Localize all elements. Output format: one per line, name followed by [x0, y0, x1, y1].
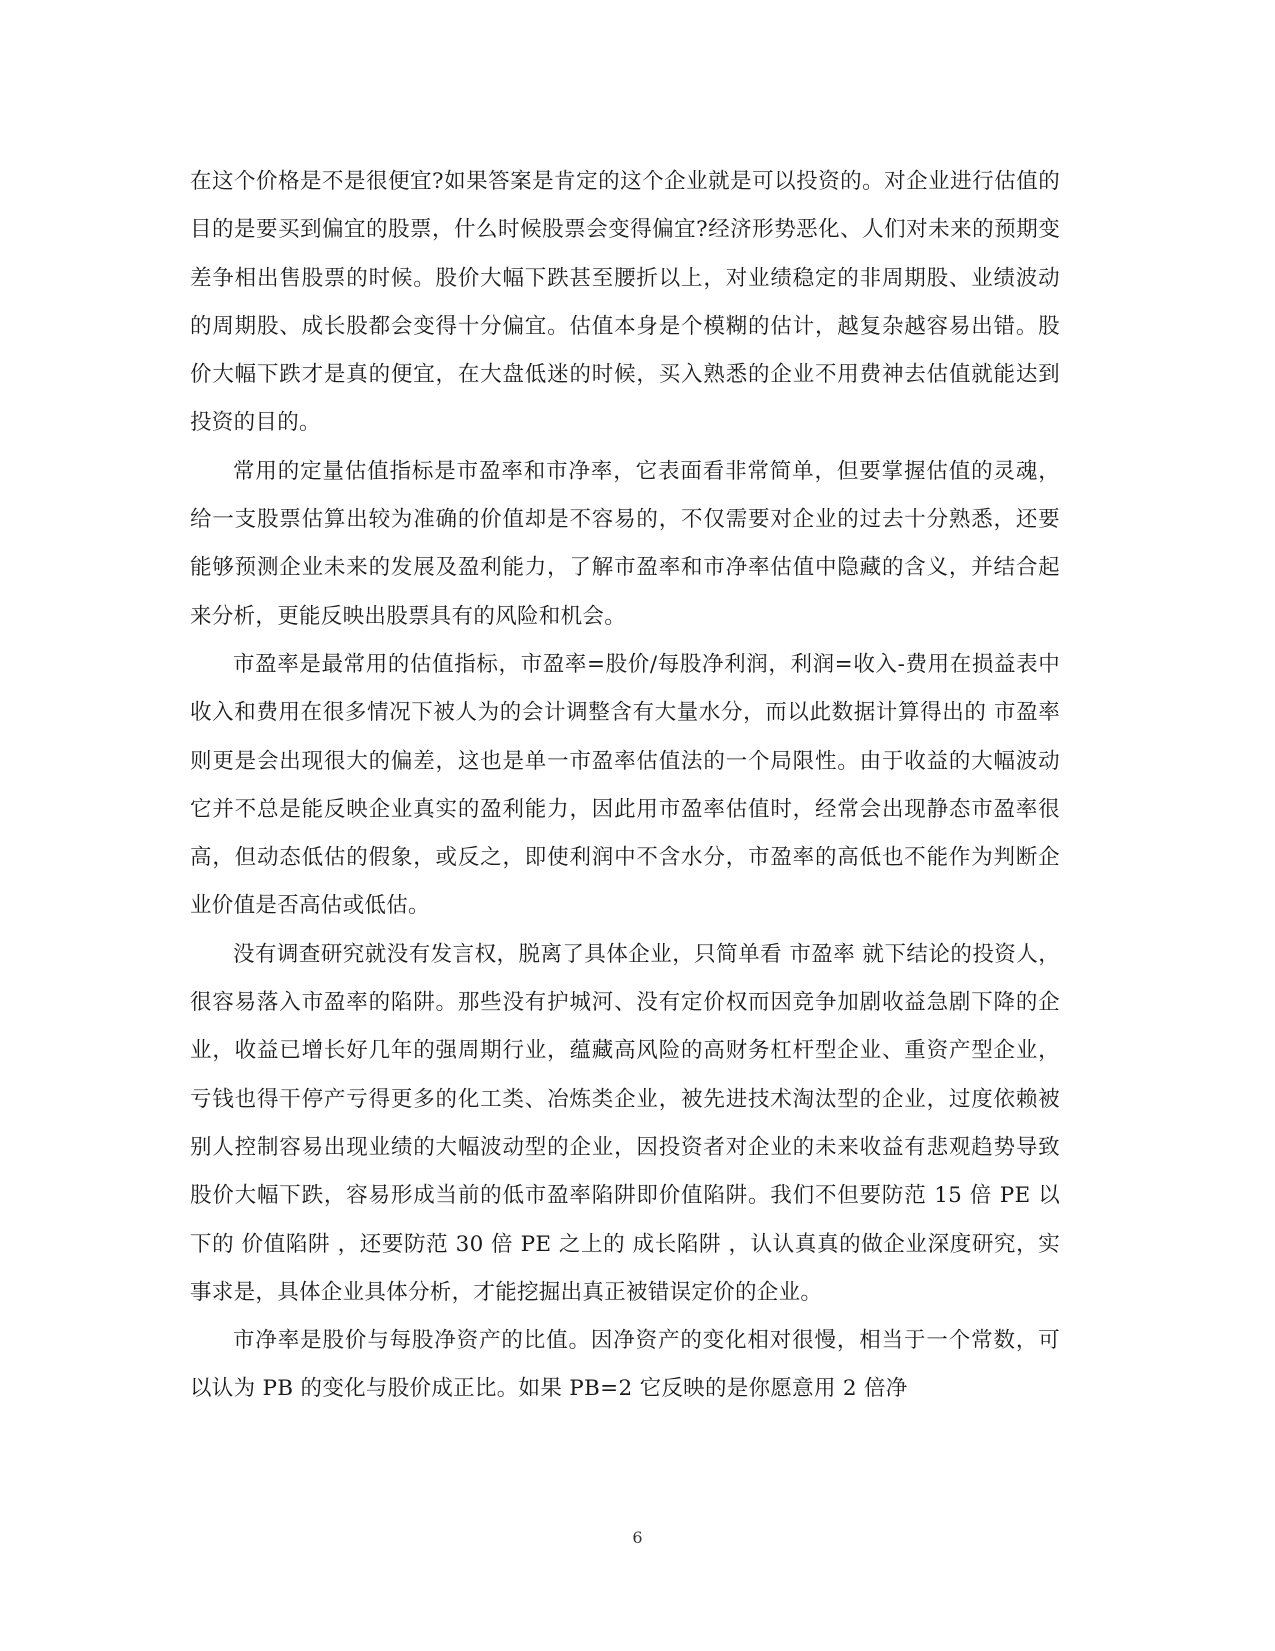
paragraph-pb-ratio: 市净率是股价与每股净资产的比值。因净资产的变化相对很慢，相当于一个常数，可以认为 PB 的变化与股价成正比。如果 PB=2 它反映的是你愿意用 2 倍净 [190, 1328, 1060, 1402]
page-number: 6 [632, 1528, 643, 1547]
paragraph-pe-trap: 没有调查研究就没有发言权，脱离了具体企业，只简单看 市盈率 就下结论的投资人，很容易落入市盈率的陷阱。那些没有护城河、没有定价权而因竞争加剧收益急剧下降的企业，收益已增长好几年的强周期行业，蕴藏高风险的高财务杠杆型企业、重资产型企业，亏钱也得干停产亏得更多的化工类、冶炼类企业，被先进技术淘汰型的企业，过度依赖被别人控制容易出现业绩的大幅波动型的企业，因投资者对企业的未来收益有悲观趋势导致股价大幅下跌，容易形成当前的低市盈率陷阱即价值陷阱。我们不但要防范 15 倍 PE 以下的 价值陷阱 ，还要防范 30 倍 PE 之上的 成长陷阱 ，认认真真的做企业深度研究，实事求是，具体企业具体分析，才能挖掘出真正被错误定价的企业。 [190, 941, 1060, 1305]
paragraph-valuation-metrics: 常用的定量估值指标是市盈率和市净率，它表面看非常简单，但要掌握估值的灵魂，给一支股票估算出较为准确的价值却是不容易的，不仅需要对企业的过去十分熟悉，还要能够预测企业未来的发展及盈利能力，了解市盈率和市净率估值中隐藏的含义，并结合起来分析，更能反映出股票具有的风险和机会。 [190, 458, 1060, 629]
paragraph-continuation: 在这个价格是不是很便宜?如果答案是肯定的这个企业就是可以投资的。对企业进行估值的目的是要买到偏宜的股票，什么时候股票会变得偏宜?经济形势恶化、人们对未来的预期变差争相出售股票的时候。股价大幅下跌甚至腰折以上，对业绩稳定的非周期股、业绩波动的周期股、成长股都会变得十分偏宜。估值本身是个模糊的估计，越复杂越容易出错。股价大幅下跌才是真的便宜，在大盘低迷的时候，买入熟悉的企业不用费神去估值就能达到投资的目的。 [190, 169, 1060, 436]
paragraph-pe-ratio: 市盈率是最常用的估值指标，市盈率=股价/每股净利润，利润=收入-费用在损益表中收入和费用在很多情况下被人为的会计调整含有大量水分，而以此数据计算得出的 市盈率 则更是会出现很大的偏差，这也是单一市盈率估值法的一个局限性。由于收益的大幅波动它并不总是能反映企业真实的盈利能力，因此用市盈率估值时，经常会出现静态市盈率很高，但动态低估的假象，或反之，即使利润中不含水分，市盈率的高低也不能作为判断企业价值是否高估或低估。 [190, 651, 1060, 919]
body-text [190, 158, 1060, 1414]
